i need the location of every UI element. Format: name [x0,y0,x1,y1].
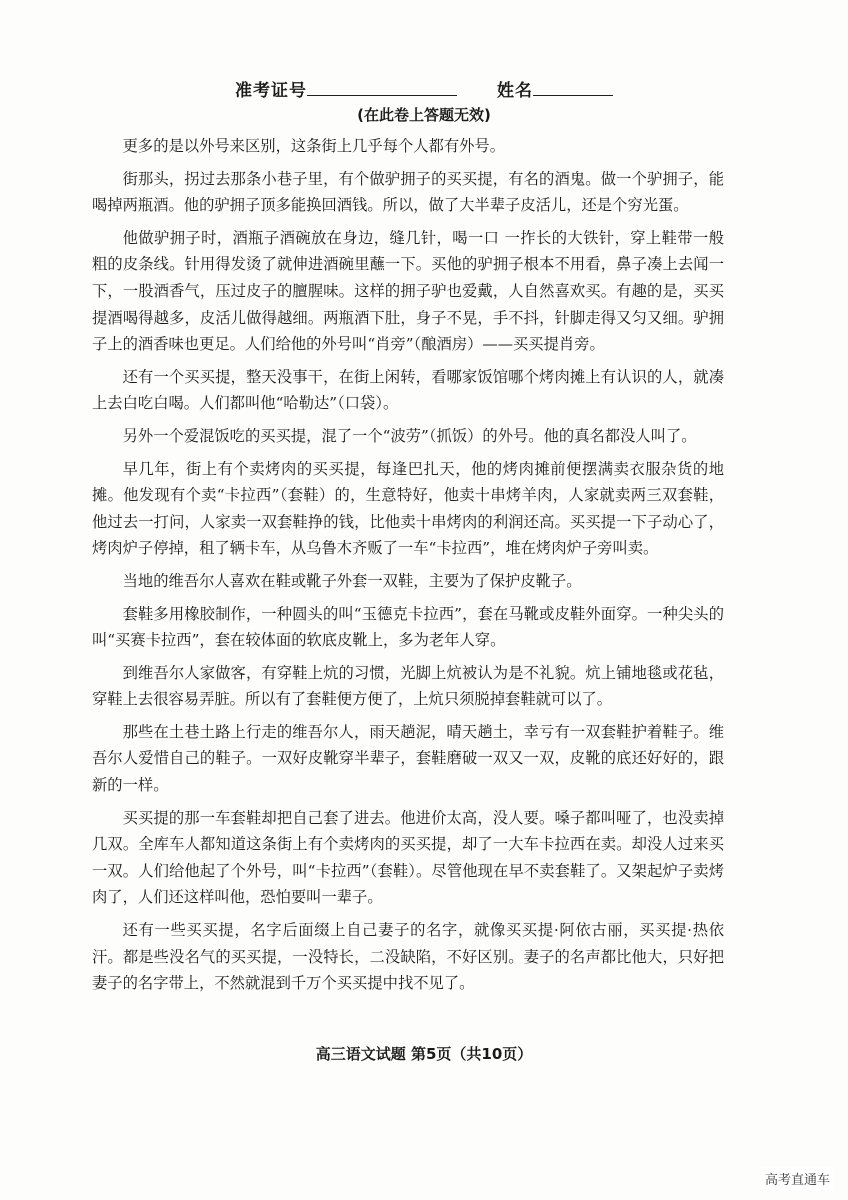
paragraph-8: 套鞋多用橡胶制作，一种圆头的叫“玉德克卡拉西”，套在马靴或皮鞋外面穿。一种尖头的叫“买赛卡拉西”，套在较体面的软底皮靴上，多为老年人穿。 [92,604,724,650]
paragraph-1: 更多的是以外号来区别，这条街上几乎每个人都有外号。 [122,137,506,155]
paragraph-11: 买买提的那一车套鞋却把自己套了进去。他进价太高，没人要。嗓子都叫哑了，也没卖掉几双。全库车人都知道这条街上有个卖烤肉的买买提，却了一大车卡拉西在卖。却没人过来买一双。人们给他起了个外号，叫“卡拉西”（套鞋）。尽管他现在早不卖套鞋了。又架起炉子卖烤肉了，人们还这样叫他，恐怕要叫一辈子。 [92,808,724,907]
exam-header [0,76,848,101]
paragraph-12: 还有一些买买提，名字后面缀上自己妻子的名字，就像买买提·阿依古丽，买买提·热依汗。都是些没名气的买买提，一没特长，二没缺陷，不好区别。妻子的名声都比他大，只好把妻子的名字带上，不然就混到千万个买买提中找不见了。 [92,921,724,993]
passage-text [92,133,724,1003]
name-label: 姓名 [497,81,533,101]
paragraph-2: 街那头，拐过去那条小巷子里，有个做驴拥子的买买提，有名的酒鬼。做一个驴拥子，能喝掉两瓶酒。他的驴拥子顶多能换回酒钱。所以，做了大半辈子皮活儿，还是个穷光蛋。 [92,169,724,215]
paragraph-7: 当地的维吾尔人喜欢在鞋或靴子外套一双鞋，主要为了保护皮靴子。 [122,571,582,590]
exam-id-label: 准考证号 [235,81,307,101]
paragraph-4: 还有一个买买提，整天没事干，在街上闲转，看哪家饭馆哪个烤肉摊上有认识的人，就凑上去白吃白喝。人们都叫他“哈勒达”（口袋）。 [92,367,724,413]
paragraph-3: 他做驴拥子时，酒瓶子酒碗放在身边，缝几针，喝一口 一拃长的大铁针，穿上鞋带一般粗的皮条线。针用得发烫了就伸进酒碗里蘸一下。买他的驴拥子根本不用看，鼻子凑上去闻一下，一股酒香气，压过皮子的膻腥味。这样的拥子驴也爱戴，人自然喜欢买。有趣的是，买买提酒喝得越多，皮活儿做得越细。两瓶酒下肚，身子不晃，手不抖，针脚走得又匀又细。驴拥子上的酒香味也更足。人们给他的外号叫“肖旁”（酿酒房）——买买提肖旁。 [92,228,724,354]
paragraph-5: 另外一个爱混饭吃的买买提，混了一个“波劳”（抓饭）的外号。他的真名都没人叫了。 [122,426,697,445]
paragraph-6: 早几年，街上有个卖烤肉的买买提，每逢巴扎天，他的烤肉摊前便摆满卖衣服杂货的地摊。他发现有个卖“卡拉西”（套鞋）的，生意特好，他卖十串烤羊肉，人家就卖两三双套鞋，他过去一打问，人家卖一双套鞋挣的钱，比他卖十串烤肉的利润还高。买买提一下子动心了，烤肉炉子停掉，租了辆卡车，从乌鲁木齐贩了一车“卡拉西”，堆在烤肉炉子旁叫卖。 [92,459,724,558]
paragraph-10: 那些在土巷土路上行走的维吾尔人，雨天趟泥，晴天趟土，幸亏有一双套鞋护着鞋子。维吾尔人爱惜自己的鞋子。一双好皮靴穿半辈子，套鞋磨破一双又一双，皮靴的底还好好的，跟新的一样。 [92,722,724,795]
exam-id-blank [307,81,457,96]
page-footer: 高三语文试题 第5页（共10页） [315,1045,533,1063]
watermark-label: 高考直通车 [761,1167,834,1190]
paragraph-9: 到维吾尔人家做客，有穿鞋上炕的习惯，光脚上炕被认为是不礼貌。炕上铺地毯或花毡，穿鞋上去很容易弄脏。所以有了套鞋便方便了，上炕只须脱掉套鞋就可以了。 [92,663,724,709]
name-blank [533,81,613,96]
invalid-answer-notice: (在此卷上答题无效) [357,106,491,124]
